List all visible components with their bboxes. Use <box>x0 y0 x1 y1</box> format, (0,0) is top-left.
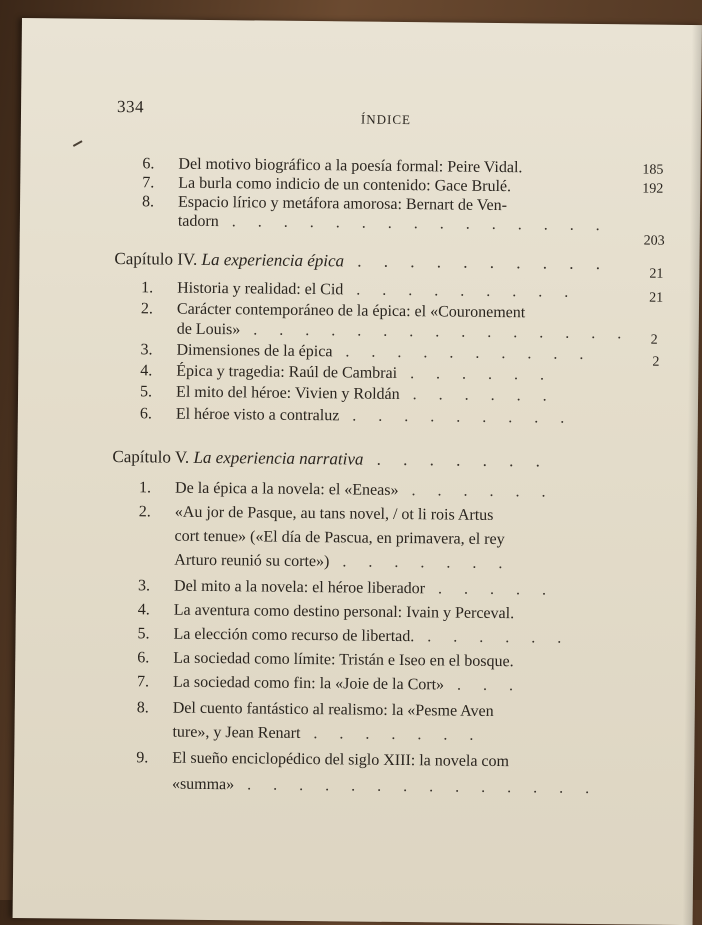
entry-title-cont: «summa» <box>171 775 235 794</box>
entry-title: Épica y tragedia: Raúl de Cambrai <box>176 362 398 382</box>
entry-number: 9. <box>136 749 149 767</box>
entry-continuation <box>178 213 609 236</box>
toc-entry <box>140 362 553 384</box>
leader-dots: . . . . . . <box>398 481 555 501</box>
book-page <box>13 18 702 925</box>
entry-title: La aventura como destino personal: Ivain y Perceval. <box>173 601 515 623</box>
entry-title: Dimensiones de la épica <box>176 341 333 361</box>
table-of-contents <box>13 18 702 925</box>
entry-title-cont2: Arturo reunió su corte») <box>174 551 330 571</box>
entry-continuation <box>174 528 504 549</box>
leader-dots: . . . . . . . . . . <box>332 343 593 363</box>
entry-title-cont: tadorn <box>177 212 219 231</box>
entry-number: 8. <box>141 193 155 211</box>
leader-dots: . . . . . <box>424 580 556 599</box>
entry-title: De la épica a la novela: el «Eneas» <box>174 479 399 499</box>
entry-page: 192 <box>642 181 664 197</box>
toc-entry <box>142 174 511 196</box>
entry-title: La sociedad como fin: la «Joie de la Cort» <box>172 673 445 694</box>
entry-title: La elección como recurso de libertad. <box>173 625 415 646</box>
toc-entry <box>138 601 514 623</box>
leader-dots: . . . . . . . . . . . . . . <box>234 776 599 798</box>
entry-number: 4. <box>140 362 153 380</box>
page-number: 334 <box>116 97 145 117</box>
leader-dots: . . . . . . <box>414 628 571 647</box>
entry-continuation <box>172 776 598 798</box>
chapter-heading <box>114 249 609 274</box>
entry-number: 6. <box>139 405 152 423</box>
entry-number: 5. <box>137 625 150 643</box>
chapter-page: 21 <box>649 266 664 282</box>
toc-entry <box>139 479 555 501</box>
entry-number: 3. <box>140 341 153 359</box>
toc-entry <box>140 383 556 405</box>
entry-number: 1. <box>141 279 154 297</box>
entry-number: 2. <box>140 300 154 318</box>
entry-title: Espacio lírico y metáfora amorosa: Bernart de Ven- <box>177 193 508 215</box>
toc-entry <box>142 193 507 215</box>
toc-entry <box>137 699 494 721</box>
toc-entry <box>141 279 577 302</box>
leader-dots: . . . . . . <box>397 364 554 384</box>
entry-title-cont: cort tenue» («El día de Pascua, en primavera, el rey <box>174 527 505 549</box>
leader-dots: . . . . . . . . . . . . . . . <box>218 213 609 235</box>
entry-title-cont: ture», y Jean Renart <box>172 723 301 742</box>
entry-continuation <box>174 552 511 574</box>
toc-entry <box>137 673 522 695</box>
entry-title: Del mito a la novela: el héroe liberador <box>173 577 426 598</box>
entry-page: 21 <box>649 290 664 306</box>
leader-dots: . . . . . . . . . <box>339 407 574 427</box>
leader-dots: . . . . . . . <box>300 724 483 744</box>
toc-entry <box>138 577 555 599</box>
entry-number: 1. <box>138 479 152 497</box>
leader-dots: . . . . . . . . . . <box>343 251 610 274</box>
chapter-title: La experiencia épica <box>201 249 345 271</box>
entry-number: 6. <box>142 155 155 173</box>
chapter-heading <box>112 447 549 472</box>
entry-title: Carácter contemporáneo de la épica: el «Couronement <box>176 300 526 322</box>
leader-dots: . . . . . . <box>399 385 556 405</box>
toc-entry <box>140 341 592 364</box>
entry-title: La burla como indicio de un contenido: Gace Brulé. <box>178 174 512 196</box>
running-header: ÍNDICE <box>360 111 412 128</box>
entry-title: La sociedad como límite: Tristán e Iseo en el bosque. <box>173 649 514 671</box>
entry-number: 2. <box>138 503 151 521</box>
toc-entry <box>141 300 525 322</box>
entry-title: El sueño enciclopédico del siglo XIII: la novela com <box>172 749 510 771</box>
leader-dots: . . . . . . . . . <box>343 281 578 301</box>
entry-number: 4. <box>137 601 150 619</box>
entry-number: 5. <box>140 383 153 401</box>
toc-entry <box>136 749 509 771</box>
entry-title: Del cuento fantástico al realismo: la «Pesme Aven <box>172 699 494 720</box>
entry-number: 7. <box>142 174 155 192</box>
entry-title-cont: de Louis» <box>176 320 241 339</box>
entry-continuation <box>172 724 482 745</box>
entry-page: 203 <box>643 233 665 249</box>
leader-dots: . . . <box>443 676 523 695</box>
toc-entry <box>140 405 574 428</box>
entry-title: El héroe visto a contraluz <box>175 405 340 425</box>
entry-number: 7. <box>136 673 150 691</box>
entry-number: 8. <box>136 699 149 717</box>
entry-title: Historia y realidad: el Cid <box>177 279 344 299</box>
entry-number: 3. <box>137 577 151 595</box>
toc-entry <box>137 649 514 671</box>
toc-entry <box>137 625 570 648</box>
chapter-title: La experiencia narrativa <box>193 447 364 469</box>
entry-page: 2 <box>650 332 658 348</box>
entry-number: 6. <box>137 649 150 667</box>
entry-title: El mito del héroe: Vivien y Roldán <box>176 383 400 403</box>
entry-page: 2 <box>652 354 660 370</box>
chapter-label: Capítulo IV. <box>114 248 198 269</box>
toc-entry <box>139 503 494 525</box>
leader-dots: . . . . . . . . . . . . . . . <box>240 321 631 343</box>
entry-title: Del motivo biográfico a la poesía formal: Peire Vidal. <box>178 155 523 177</box>
entry-page: 185 <box>642 162 664 178</box>
entry-title: «Au jor de Pasque, au tans novel, / ot li rois Artus <box>174 503 494 524</box>
chapter-label: Capítulo V. <box>112 446 190 467</box>
leader-dots: . . . . . . . <box>363 449 550 471</box>
entry-continuation <box>177 321 631 344</box>
leader-dots: . . . . . . . <box>329 553 512 573</box>
